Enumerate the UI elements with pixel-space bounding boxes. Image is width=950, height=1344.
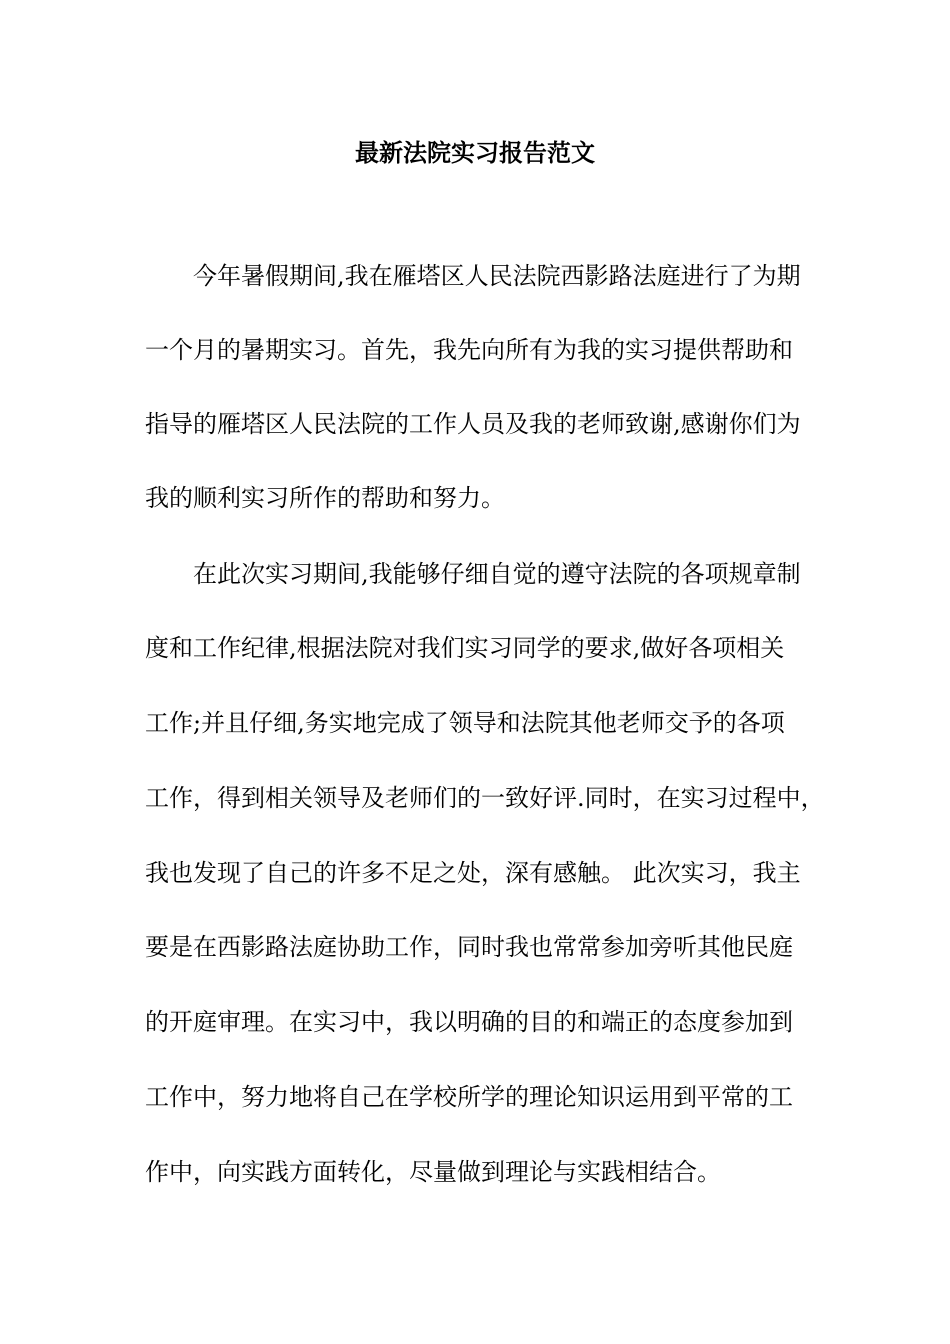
paragraph-1-line-2: 一个月的暑期实习。首先，我先向所有为我的实习提供帮助和	[145, 336, 793, 364]
paragraph-2-line-4: 工作，得到相关领导及老师们的一致好评.同时，在实习过程中，	[145, 784, 825, 812]
paragraph-1-line-3: 指导的雁塔区人民法院的工作人员及我的老师致谢,感谢你们为	[145, 410, 801, 438]
paragraph-2-line-2: 度和工作纪律,根据法院对我们实习同学的要求,做好各项相关	[145, 634, 785, 662]
paragraph-2-line-6: 要是在西影路法庭协助工作，同时我也常常参加旁听其他民庭	[145, 933, 793, 961]
paragraph-1-line-1: 今年暑假期间,我在雁塔区人民法院西影路法庭进行了为期	[193, 262, 801, 290]
paragraph-2-line-3: 工作;并且仔细,务实地完成了领导和法院其他老师交予的各项	[145, 709, 785, 737]
paragraph-2-line-1: 在此次实习期间,我能够仔细自觉的遵守法院的各项规章制	[193, 560, 801, 588]
document-title: 最新法院实习报告范文	[355, 138, 595, 167]
paragraph-2-line-7: 的开庭审理。在实习中，我以明确的目的和端正的态度参加到	[145, 1008, 793, 1036]
paragraph-1-line-4: 我的顺利实习所作的帮助和努力。	[145, 484, 505, 512]
paragraph-2-line-8: 工作中，努力地将自己在学校所学的理论知识运用到平常的工	[145, 1083, 793, 1111]
paragraph-2-line-9: 作中，向实践方面转化，尽量做到理论与实践相结合。	[145, 1158, 721, 1186]
paragraph-2-line-5: 我也发现了自己的许多不足之处，深有感触。 此次实习，我主	[145, 859, 801, 887]
